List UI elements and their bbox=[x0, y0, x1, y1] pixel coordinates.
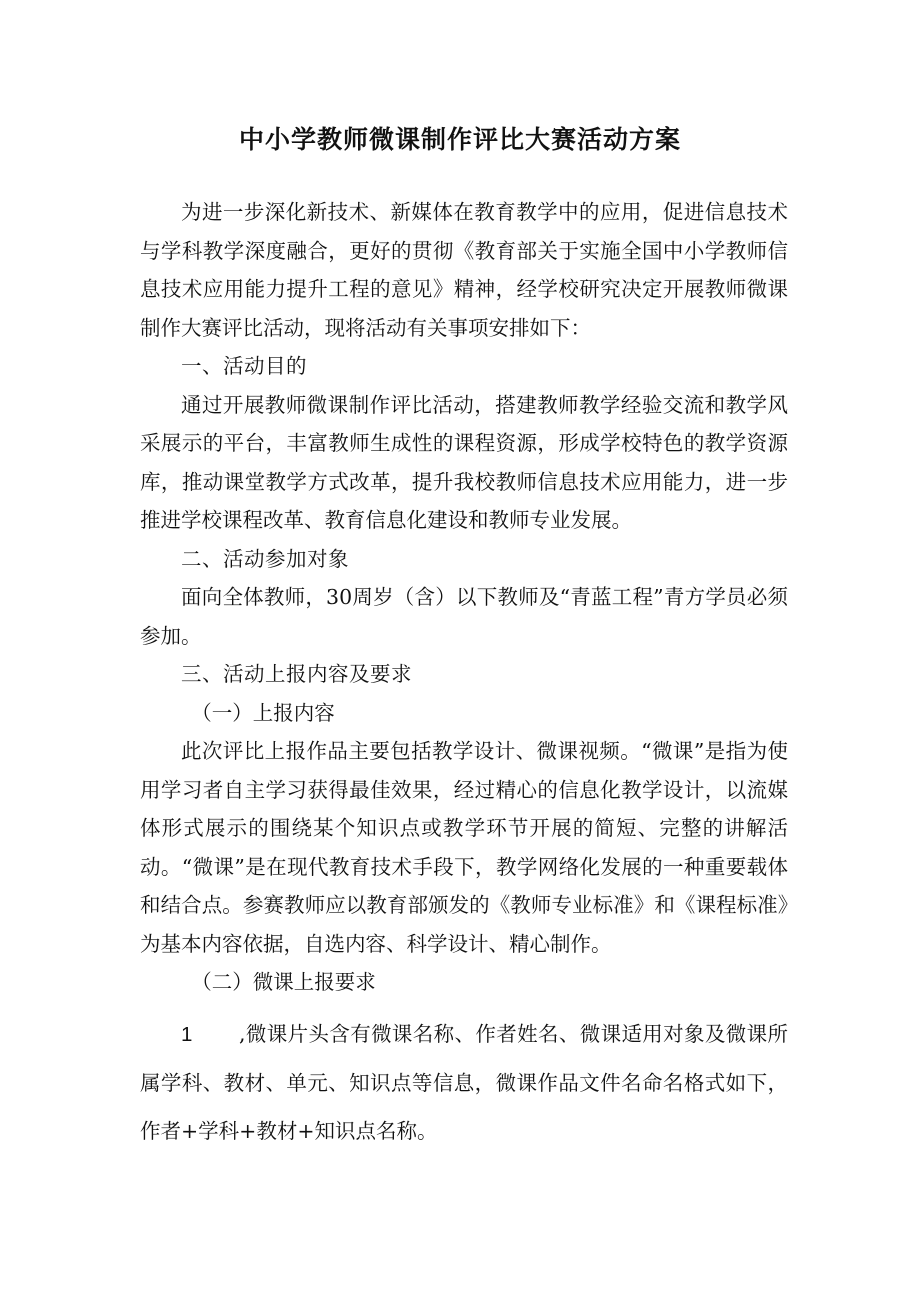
section-heading-participants: 二、活动参加对象 bbox=[181, 546, 349, 571]
section-body-purpose: 通过开展教师微课制作评比活动，搭建教师教学经验交流和教学风采展示的平台，丰富教师生成性的课程资源，形成学校特色的教学资源库，推动课堂教学方式改革，提升我校教师信息技术应用能力，进一步推进学校课程改革、教育信息化建设和教师专业发展。 bbox=[140, 392, 788, 532]
subsection-heading-content: （一）上报内容 bbox=[191, 700, 335, 725]
subsection-heading-microlesson: （二）微课上报要求 bbox=[191, 970, 376, 994]
document-title: 中小学教师微课制作评比大赛活动方案 bbox=[238, 125, 681, 154]
section-heading-purpose: 一、活动目的 bbox=[181, 354, 307, 378]
document-body bbox=[140, 193, 788, 1155]
list-item-number: 1 bbox=[181, 1022, 193, 1046]
section-heading-requirements: 三、活动上报内容及要求 bbox=[181, 662, 412, 686]
section-body-participants: 面向全体教师，30周岁（含）以下教师及“青蓝工程”青方学员必须参加。 bbox=[140, 585, 788, 648]
intro-paragraph: 为进一步深化新技术、新媒体在教育教学中的应用，促进信息技术与学科教学深度融合，更好的贯彻《教育部关于实施全国中小学教师信息技术应用能力提升工程的意见》精神，经学校研究决定开展教师微课制作大赛评比活动，现将活动有关事项安排如下： bbox=[140, 200, 788, 340]
subsection-body-content: 此次评比上报作品主要包括教学设计、微课视频。“微课”是指为使用学习者自主学习获得最佳效果，经过精心的信息化教学设计，以流媒体形式展示的围绕某个知识点或教学环节开展的简短、完整的讲解活动。“微课”是在现代教育技术手段下，教学网络化发展的一种重要载体和结合点。参赛教师应以教育部颁发的《教师专业标准》和《课程标准》为基本内容依据，自选内容、科学设计、精心制作。 bbox=[140, 739, 788, 956]
list-item bbox=[140, 1010, 788, 1155]
list-item-text: ,微课片头含有微课名称、作者姓名、微课适用对象及微课所属学科、教材、单元、知识点等信息，微课作品文件名命名格式如下，作者+学科+教材+知识点名称。 bbox=[140, 1021, 788, 1143]
